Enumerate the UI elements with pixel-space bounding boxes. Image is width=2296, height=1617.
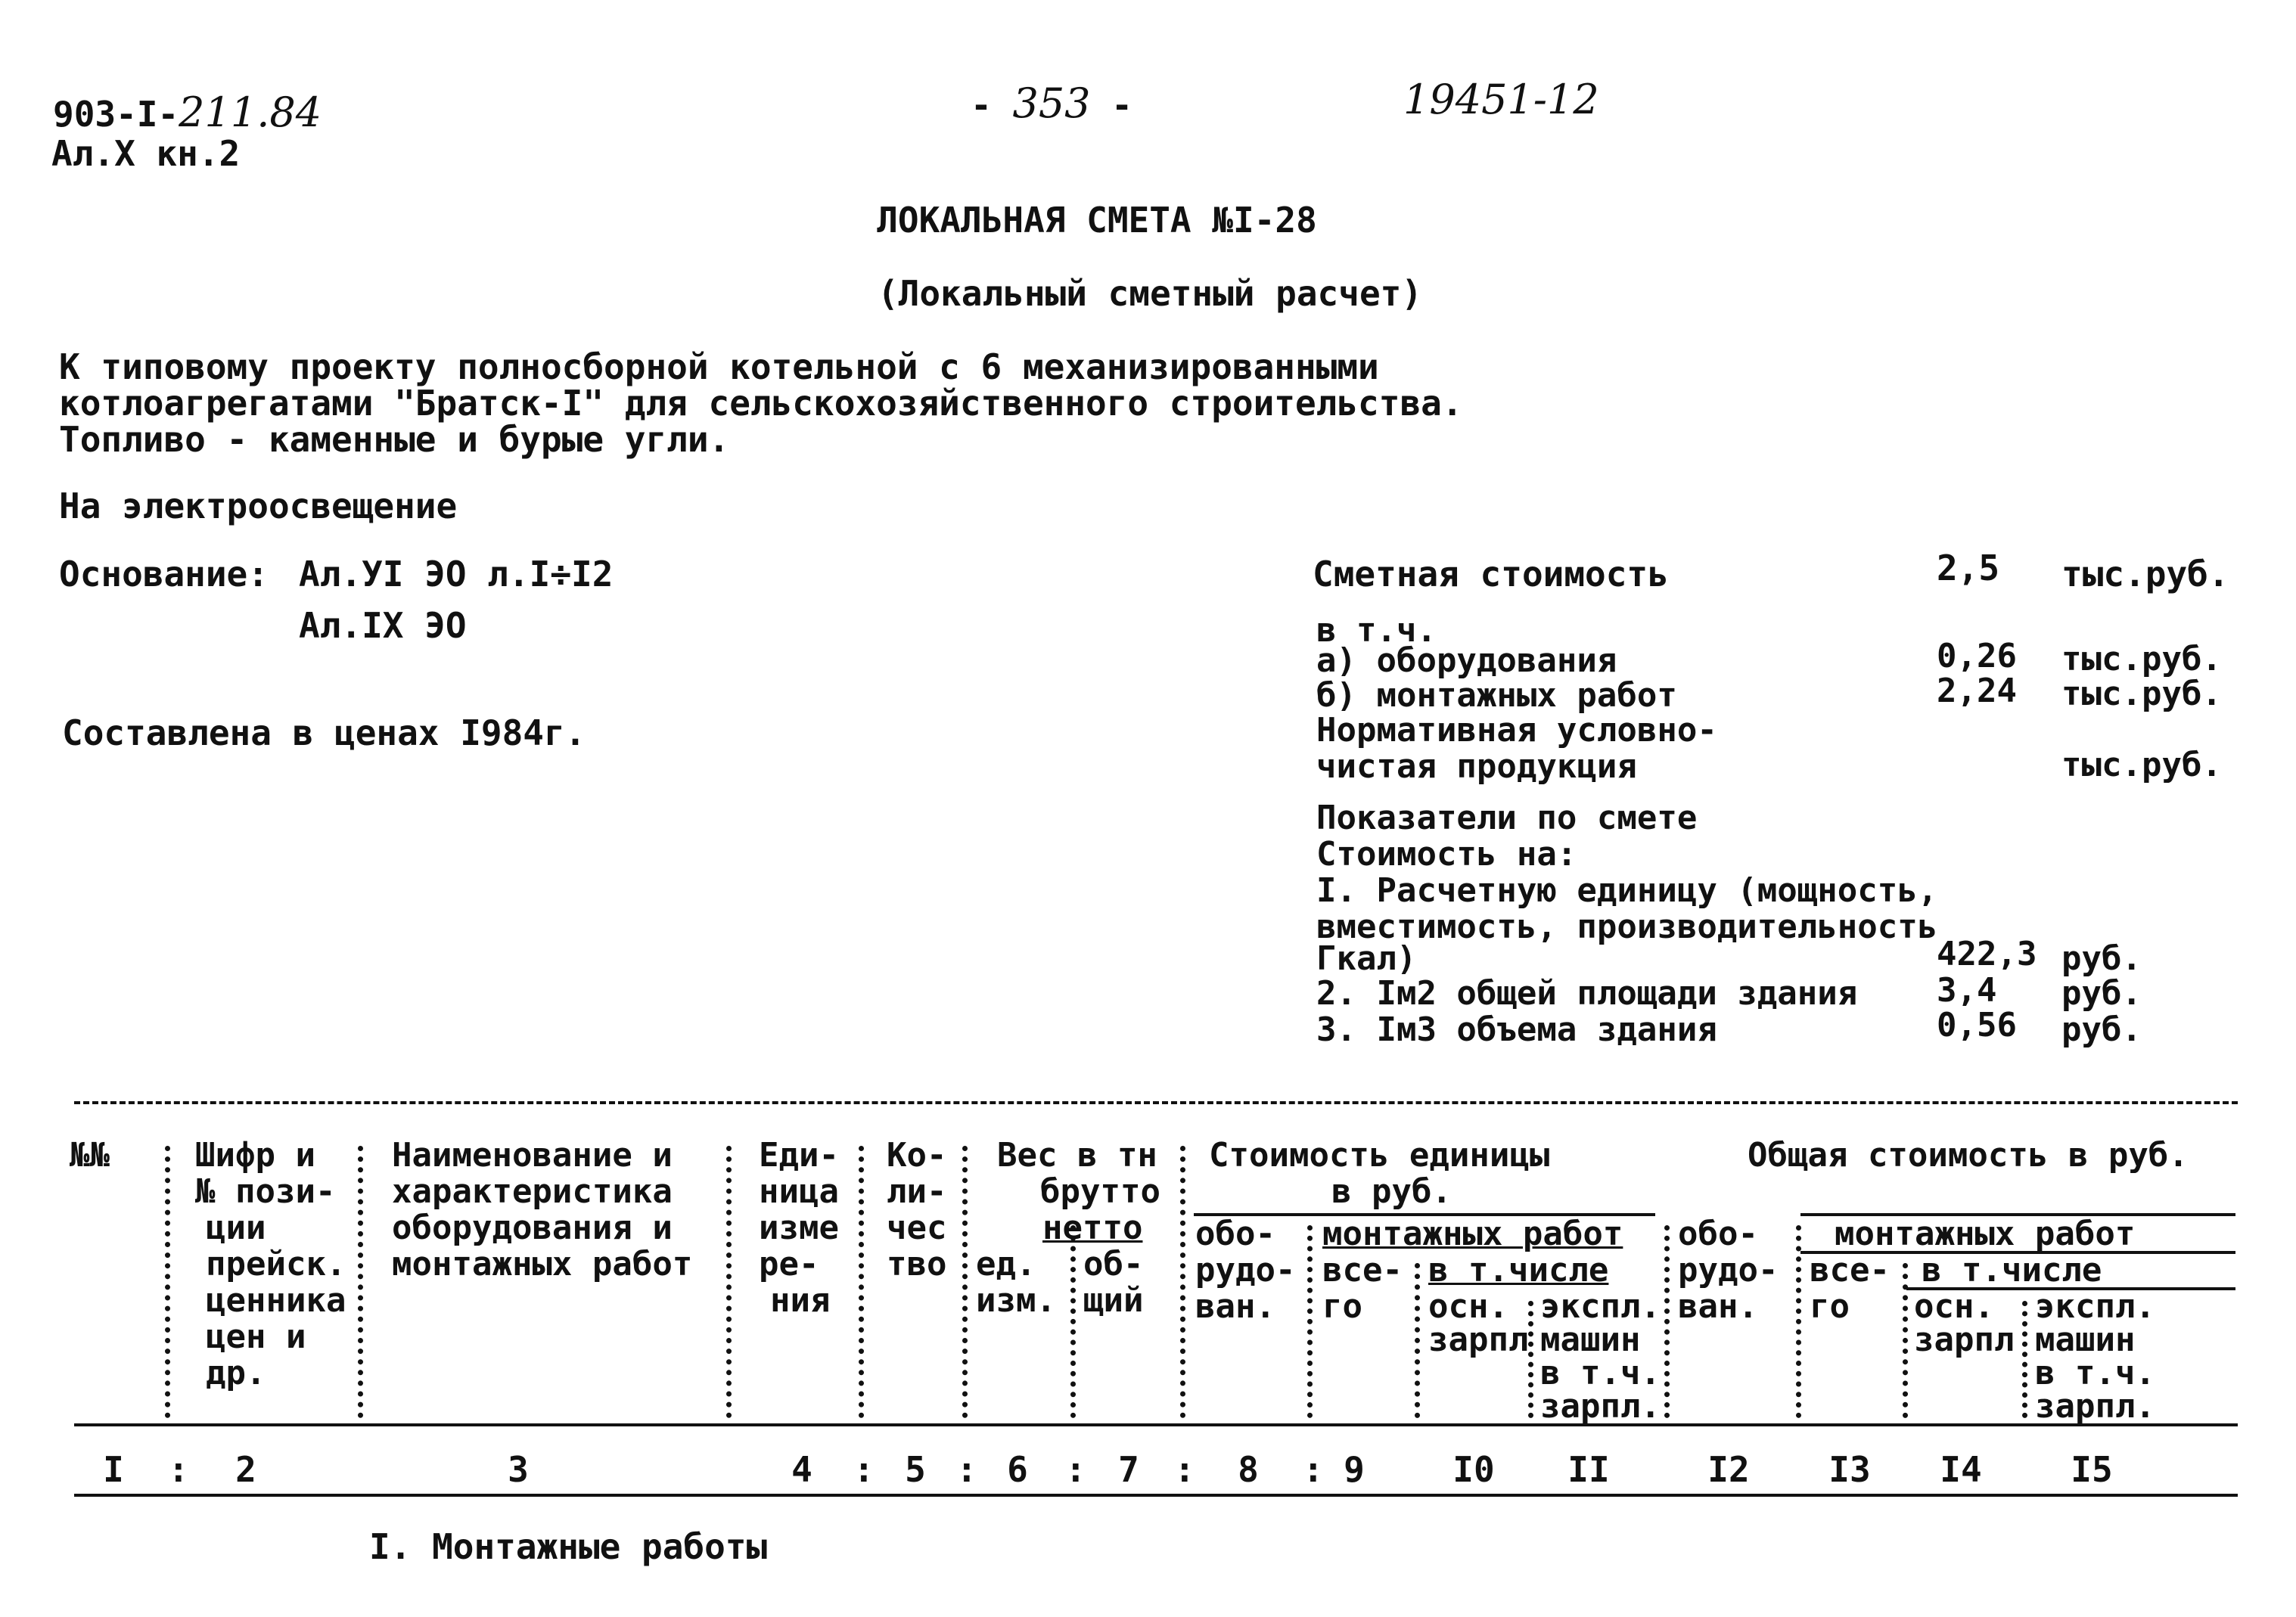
unit-equipment-2: рудо- [1195, 1251, 1296, 1290]
col-separator [1415, 1263, 1420, 1418]
col-separator [2022, 1301, 2027, 1418]
col-code-header-1: Шифр и [195, 1136, 315, 1175]
indicators-cost-on: Стоимость на: [1316, 835, 1577, 874]
column-number: 5 [905, 1449, 926, 1490]
column-colon: : [853, 1449, 875, 1490]
numbers-bottom-rule [74, 1494, 2238, 1497]
intro-line-1: К типовому проекту полносборной котельной с 6 механизированными [59, 346, 1379, 387]
total-installation-header: монтажных работ [1835, 1215, 2136, 1253]
purpose: На электроосвещение [59, 486, 458, 526]
col-separator [859, 1146, 864, 1418]
col-qty-header-1: Ко- [887, 1136, 947, 1175]
column-colon: : [956, 1449, 977, 1490]
header-bottom-rule [74, 1423, 2238, 1426]
col-separator [726, 1146, 732, 1418]
col-separator [1664, 1225, 1670, 1418]
col-unit-header-2: ница [759, 1172, 839, 1211]
column-number: 7 [1118, 1449, 1139, 1490]
col-qty-header-3: чес [887, 1209, 947, 1247]
column-number: 2 [235, 1449, 256, 1490]
installation-label: б) монтажных работ [1316, 676, 1677, 715]
weight-total-1: об- [1083, 1245, 1144, 1283]
col-qty-header-2: ли- [887, 1172, 947, 1211]
weight-header: Вес в тн [997, 1136, 1157, 1175]
col-name-header-3: оборудования и [392, 1209, 673, 1247]
column-number: I2 [1707, 1449, 1750, 1490]
unit-machines-4: зарпл. [1540, 1387, 1661, 1426]
weight-unit-2: изм. [976, 1281, 1056, 1320]
column-number: I3 [1828, 1449, 1871, 1490]
album-reference: Ал.X кн.2 [51, 133, 241, 174]
col-unit-header-4: ре- [759, 1245, 819, 1283]
unit-incl-header: в т.числе [1428, 1251, 1609, 1290]
total-incl-header: в т.числе [1922, 1251, 2102, 1290]
column-number: I0 [1452, 1449, 1495, 1490]
col-separator [1903, 1263, 1908, 1418]
total-equipment-3: ван. [1678, 1287, 1758, 1326]
indicators-title: Показатели по смете [1316, 799, 1698, 837]
section-heading: I. Монтажные работы [369, 1526, 768, 1567]
col-code-header-4: прейск. [206, 1245, 346, 1283]
equipment-value: 0,26 [1937, 637, 2017, 675]
col-name-header-2: характеристика [392, 1172, 673, 1211]
col-code-header-2: № пози- [195, 1172, 336, 1211]
column-colon: : [168, 1449, 189, 1490]
basis-line-1: Ал.УI ЭО л.I÷I2 [299, 554, 614, 594]
col-number-header: №№ [70, 1136, 110, 1175]
col-name-header-4: монтажных работ [392, 1245, 693, 1283]
column-number: 4 [791, 1449, 812, 1490]
basis-line-2: Ал.IX ЭО [299, 605, 467, 646]
unit-machines-2: машин [1540, 1321, 1641, 1359]
indicator-3-label: 3. Iм3 объема здания [1316, 1010, 1717, 1049]
column-number: I [103, 1449, 124, 1490]
page-number: - 353 - [971, 79, 1132, 127]
total-machines-1: экспл. [2035, 1287, 2155, 1326]
column-number: I5 [2071, 1449, 2113, 1490]
column-colon: : [1174, 1449, 1195, 1490]
col-code-header-3: ции [206, 1209, 266, 1247]
installation-unit: тыс.руб. [2061, 675, 2222, 713]
document-code: 903-I-211.84 [53, 88, 322, 136]
unit-all-1: все- [1322, 1251, 1403, 1290]
col-name-header-1: Наименование и [392, 1136, 673, 1175]
indicator-2-value: 3,4 [1937, 971, 1997, 1010]
document-number: 19451-12 [1403, 76, 1599, 123]
intro-line-3: Топливо - каменные и бурые угли. [59, 419, 730, 460]
col-separator [1796, 1225, 1801, 1418]
total-equipment-1: обо- [1678, 1215, 1758, 1253]
indicator-1-value: 422,3 [1937, 935, 2037, 973]
table-top-rule [74, 1101, 2238, 1104]
column-number: II [1567, 1449, 1610, 1490]
indicator-2-label: 2. Iм2 общей площади здания [1316, 974, 1858, 1013]
total-equipment-2: рудо- [1678, 1251, 1779, 1290]
col-code-header-6: цен и [206, 1317, 306, 1356]
col-qty-header-4: тво [887, 1245, 947, 1283]
estimated-cost-unit: тыс.руб. [2061, 554, 2229, 594]
col-separator [358, 1146, 363, 1418]
weight-total-2: щий [1083, 1281, 1144, 1320]
estimated-cost-label: Сметная стоимость [1313, 554, 1669, 594]
indicator-3-unit: руб. [2061, 1010, 2142, 1049]
total-wage-2: зарпл [1914, 1321, 2015, 1359]
incl-label: в т.ч. [1316, 611, 1437, 650]
col-separator [1528, 1301, 1533, 1418]
weight-gross: брутто [1040, 1172, 1160, 1211]
col-unit-header-3: изме [759, 1209, 839, 1247]
basis-label: Основание: [59, 554, 269, 594]
document-title: ЛОКАЛЬНАЯ СМЕТА №I-28 [877, 200, 1317, 241]
col-separator [1307, 1225, 1313, 1418]
unit-machines-1: экспл. [1540, 1287, 1661, 1326]
total-wage-1: осн. [1914, 1287, 1994, 1326]
indicator-1-unit: руб. [2061, 939, 2142, 978]
intro-line-2: котлоагрегатами "Братск-I" для сельскохозяйственного строительства. [59, 383, 1463, 424]
column-number: 8 [1238, 1449, 1259, 1490]
document-subtitle: (Локальный сметный расчет) [877, 273, 1423, 314]
column-colon: : [1065, 1449, 1086, 1490]
indicator-2-unit: руб. [2061, 974, 2142, 1013]
col-unit-header-1: Еди- [759, 1136, 839, 1175]
total-all-2: го [1810, 1287, 1850, 1326]
indicator-3-value: 0,56 [1937, 1006, 2017, 1044]
weight-unit-1: ед. [976, 1245, 1036, 1283]
weight-net: нетто [1042, 1209, 1143, 1247]
col-separator [1070, 1225, 1076, 1418]
unit-cost-rub: в руб. [1331, 1172, 1452, 1211]
unit-equipment-1: обо- [1195, 1215, 1275, 1253]
normative-label-1: Нормативная условно- [1316, 711, 1717, 750]
compiled-prices: Составлена в ценах I984г. [62, 712, 586, 753]
handwritten-code: 211.84 [179, 88, 322, 136]
installation-value: 2,24 [1937, 672, 2017, 710]
col-separator [1180, 1146, 1185, 1418]
column-number: I4 [1940, 1449, 1982, 1490]
column-number: 3 [508, 1449, 529, 1490]
col-separator [165, 1146, 170, 1418]
unit-all-2: го [1322, 1287, 1362, 1326]
total-machines-4: зарпл. [2035, 1387, 2155, 1426]
indicator-1-line-1: I. Расчетную единицу (мощность, [1316, 871, 1938, 910]
unit-installation-header: монтажных работ [1322, 1215, 1623, 1253]
indicator-1-line-2: вместимость, производительность [1316, 908, 1938, 946]
unit-machines-3: в т.ч. [1540, 1354, 1661, 1392]
col-code-header-7: др. [206, 1354, 266, 1392]
column-number: 6 [1007, 1449, 1028, 1490]
unit-wage-2: зарпл [1428, 1321, 1529, 1359]
column-colon: : [1303, 1449, 1324, 1490]
indicator-1-line-3: Гкал) [1316, 939, 1417, 978]
unit-cost-header: Стоимость единицы [1209, 1136, 1550, 1175]
equipment-unit: тыс.руб. [2061, 640, 2222, 678]
column-number: 9 [1344, 1449, 1365, 1490]
normative-label-2: чистая продукция [1316, 747, 1637, 786]
total-all-1: все- [1810, 1251, 1890, 1290]
col-code-header-5: ценника [206, 1281, 346, 1320]
equipment-label: а) оборудования [1316, 641, 1617, 680]
normative-unit: тыс.руб. [2061, 746, 2222, 784]
total-machines-3: в т.ч. [2035, 1354, 2155, 1392]
col-separator [962, 1146, 968, 1418]
unit-equipment-3: ван. [1195, 1287, 1275, 1326]
col-unit-header-5: ния [770, 1281, 831, 1320]
unit-wage-1: осн. [1428, 1287, 1508, 1326]
estimated-cost-value: 2,5 [1937, 548, 2000, 588]
total-cost-header: Общая стоимость в руб. [1748, 1136, 2189, 1175]
total-machines-2: машин [2035, 1321, 2136, 1359]
